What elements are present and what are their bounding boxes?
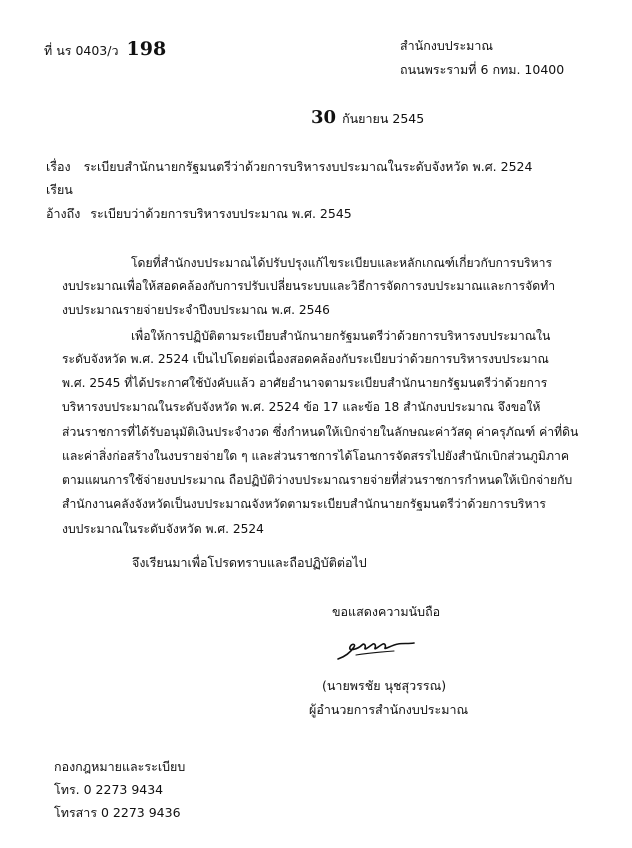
reference-text: ระเบียบว่าด้วยการบริหารงบประมาณ พ.ศ. 2545 (90, 206, 352, 221)
signatory-name: (นายพรชัย นุชสุวรรณ) (322, 678, 447, 693)
signatory-title: ผู้อำนวยการสำนักงบประมาณ (309, 702, 469, 717)
paragraph-line: งบประมาณในระดับจังหวัด พ.ศ. 2524 (62, 522, 264, 536)
paragraph-line: โดยที่สำนักงบประมาณได้ปรับปรุงแก้ไขระเบียบและหลักเกณฑ์เกี่ยวกับการบริหาร (131, 256, 553, 270)
telephone-number: โทร. 0 2273 9434 (54, 782, 164, 797)
reference-label: อ้างถึง (46, 206, 81, 221)
subject-label: เรื่อง (46, 159, 71, 174)
paragraph-line: เพื่อให้การปฏิบัติตามระเบียบสำนักนายกรัฐมนตรีว่าด้วยการบริหารงบประมาณใน (131, 329, 551, 343)
salutation-line (46, 184, 82, 197)
closing-line: จึงเรียนมาเพื่อโปรดทราบและถือปฏิบัติต่อไป (132, 555, 367, 570)
reference-line (46, 208, 352, 221)
handwritten-signature (336, 633, 416, 665)
department-name: กองกฎหมายและระเบียบ (54, 759, 186, 774)
subject-text: ระเบียบสำนักนายกรัฐมนตรีว่าด้วยการบริหารงบประมาณในระดับจังหวัด พ.ศ. 2524 (83, 159, 533, 174)
document-reference (44, 40, 166, 59)
fax-number: โทรสาร 0 2273 9436 (54, 805, 181, 820)
date-month-year: กันยายน 2545 (342, 111, 425, 126)
paragraph-line: ส่วนราชการที่ได้รับอนุมัติเงินประจำงวด ซึ่งกำหนดให้เบิกจ่ายในลักษณะค่าวัสดุ ค่าครุภัณฑ์ ค่าที่ดิน (62, 425, 579, 439)
paragraph-line: สำนักงานคลังจังหวัดเป็นงบประมาณจังหวัดตามระเบียบสำนักนายกรัฐมนตรีว่าด้วยการบริหาร (62, 497, 546, 511)
reference-prefix: ที่ นร 0403/ว (44, 43, 119, 58)
paragraph-line: งบประมาณเพื่อให้สอดคล้องกับการปรับเปลี่ยนระบบและวิธีการจัดการงบประมาณและการจัดทำ (62, 279, 556, 293)
document-date (311, 109, 424, 127)
subject-line (46, 161, 532, 174)
closing-regards: ขอแสดงความนับถือ (332, 604, 441, 619)
date-day: 30 (311, 107, 337, 128)
paragraph-line: และค่าสิ่งก่อสร้างในงบรายจ่ายใด ๆ และส่วนราชการได้โอนการจัดสรรไปยังสำนักเบิกส่วนภูมิภาค (62, 449, 569, 463)
reference-number: 198 (126, 38, 167, 60)
salutation-label: เรียน (46, 182, 73, 197)
office-address: ถนนพระรามที่ 6 กทม. 10400 (400, 62, 565, 77)
issuing-office: สำนักงบประมาณ (400, 38, 494, 53)
paragraph-line: งบประมาณรายจ่ายประจำปีงบประมาณ พ.ศ. 2546 (62, 303, 330, 317)
paragraph-line: พ.ศ. 2545 ที่ได้ประกาศใช้บังคับแล้ว อาศัยอำนาจตามระเบียบสำนักนายกรัฐมนตรีว่าด้วยการ (62, 376, 548, 390)
paragraph-line: บริหารงบประมาณในระดับจังหวัด พ.ศ. 2524 ข้อ 17 และข้อ 18 สำนักงบประมาณ จึงขอให้ (62, 400, 541, 414)
paragraph-line: ระดับจังหวัด พ.ศ. 2524 เป็นไปโดยต่อเนื่องสอดคล้องกับระเบียบว่าด้วยการบริหารงบประมาณ (62, 352, 549, 366)
paragraph-line: ตามแผนการใช้จ่ายงบประมาณ ถือปฏิบัติว่างบประมาณรายจ่ายที่ส่วนราชการกำหนดให้เบิกจ่ายกับ (62, 473, 573, 487)
